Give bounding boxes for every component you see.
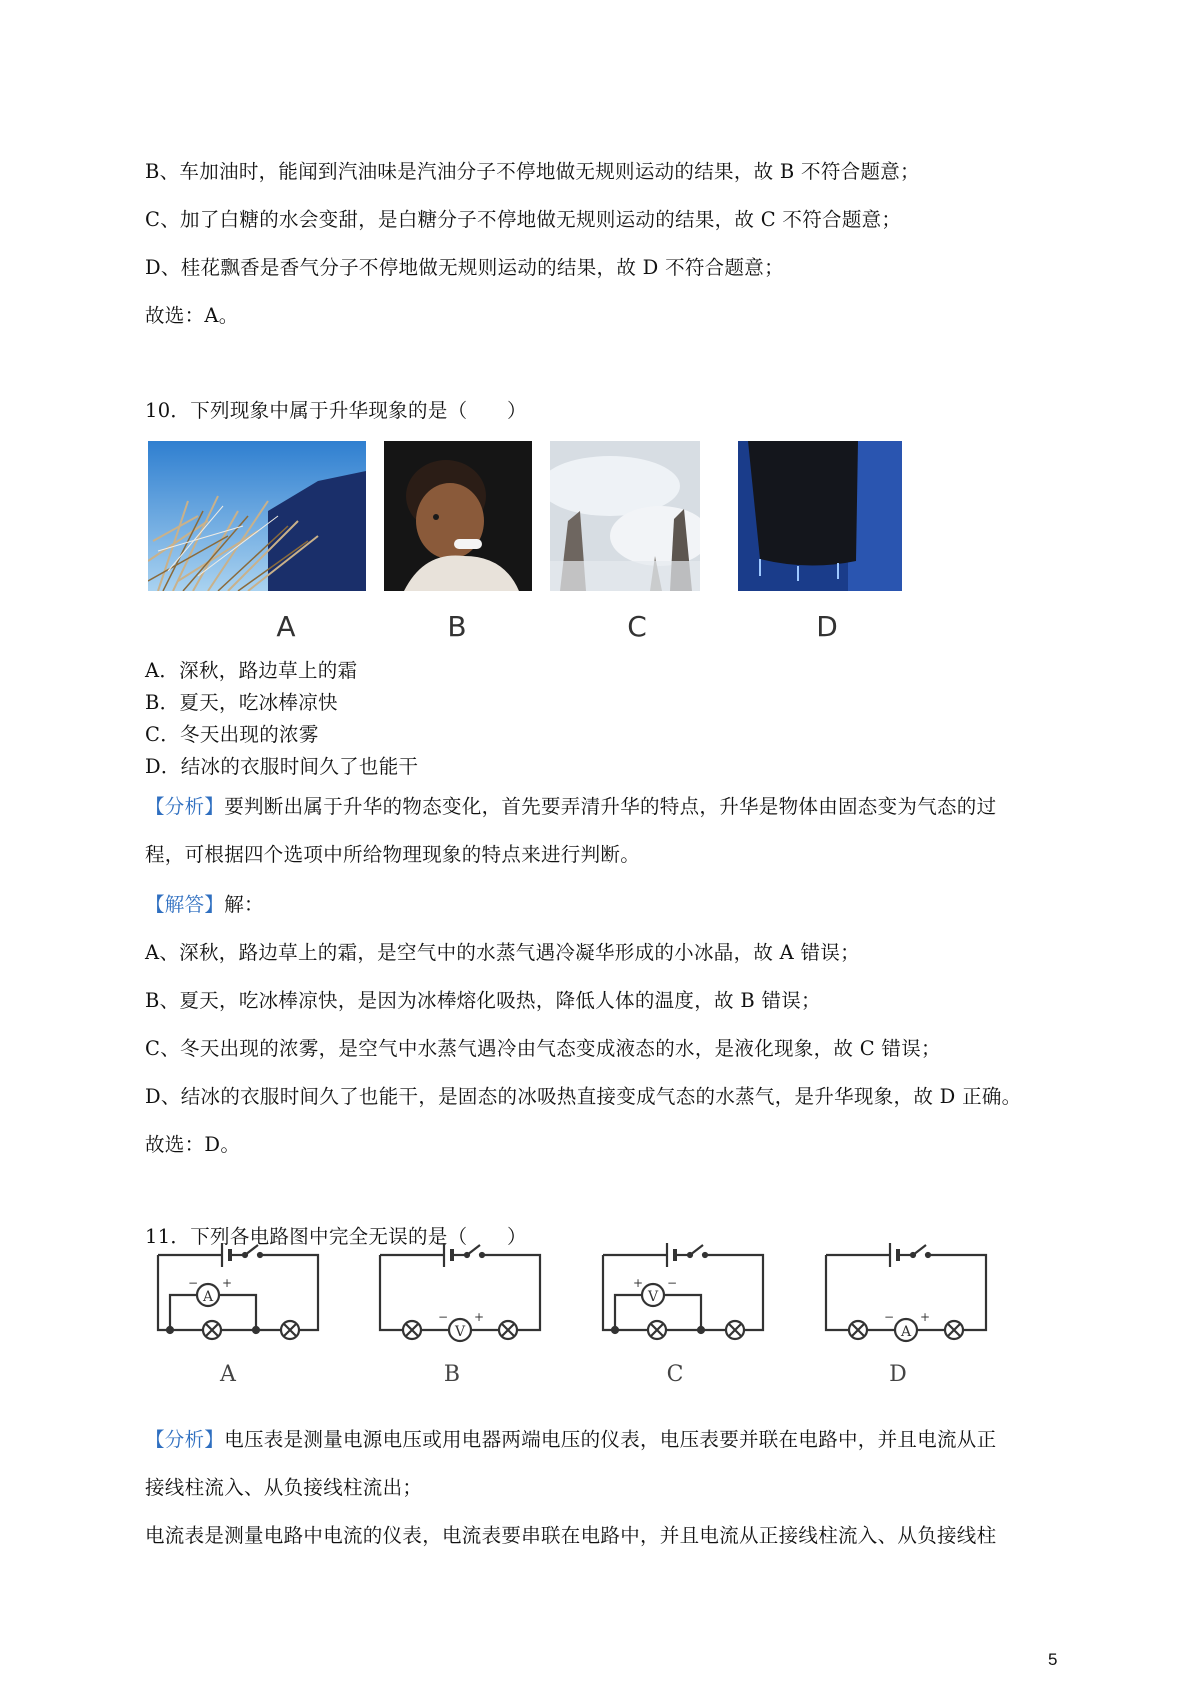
- prev-solution-c: C、加了白糖的水会变甜，是白糖分子不停地做无规则运动的结果，故 C 不符合题意；: [145, 208, 902, 231]
- q11-analysis-line-1: [145, 1424, 996, 1452]
- q10-image-label-a: A: [276, 610, 296, 643]
- q11-circuit-label-a: A: [220, 1362, 236, 1387]
- q11-circuit-label-c: C: [666, 1362, 684, 1387]
- solution-intro: 解：: [224, 893, 264, 916]
- q10-solution-b: B、夏天，吃冰棒凉快，是因为冰棒熔化吸热，降低人体的温度，故 B 错误；: [145, 989, 821, 1012]
- q11-stem: 11．下列各电路图中完全无误的是（ ）: [145, 1225, 527, 1248]
- q11-circuit-label-b: B: [443, 1362, 461, 1387]
- q10-photo-b-child-popsicle: [384, 441, 532, 591]
- q10-analysis-line-2: 程，可根据四个选项中所给物理现象的特点来进行判断。: [145, 843, 641, 866]
- q10-solution-heading: [145, 889, 264, 917]
- q11-circuit-c: [595, 1235, 775, 1349]
- q10-option-a: A．深秋，路边草上的霜: [145, 659, 358, 682]
- q10-solution-d: D、结冰的衣服时间久了也能干，是固态的冰吸热直接变成气态的水蒸气，是升华现象，故 D 正确。: [145, 1085, 1022, 1108]
- prev-solution-b: B、车加油时，能闻到汽油味是汽油分子不停地做无规则运动的结果，故 B 不符合题意；: [145, 160, 920, 183]
- q10-stem: 10．下列现象中属于升华现象的是（ ）: [145, 399, 527, 422]
- q10-analysis-line-1: [145, 791, 996, 819]
- q10-photo-d-frozen-clothes: [738, 441, 902, 591]
- q10-solution-a: A、深秋，路边草上的霜，是空气中的水蒸气遇冷凝华形成的小冰晶，故 A 错误；: [145, 941, 860, 964]
- svg-text:+: +: [222, 1276, 233, 1290]
- analysis-tag: 【分析】: [145, 1428, 225, 1451]
- q10-image-label-b: B: [447, 610, 467, 643]
- q10-option-d: D．结冰的衣服时间久了也能干: [145, 755, 419, 778]
- q11-circuit-b: [372, 1235, 552, 1349]
- svg-text:+: +: [474, 1310, 485, 1324]
- q10-option-b: B．夏天，吃冰棒凉快: [145, 691, 338, 714]
- svg-text:−: −: [438, 1310, 449, 1324]
- svg-text:−: −: [188, 1276, 199, 1290]
- q10-solution-c: C、冬天出现的浓雾，是空气中水蒸气遇冷由气态变成液态的水，是液化现象，故 C 错误；: [145, 1037, 941, 1060]
- voltmeter-label: V: [647, 1289, 659, 1305]
- svg-text:−: −: [667, 1276, 678, 1290]
- q10-option-c: C．冬天出现的浓雾: [145, 723, 319, 746]
- q10-photo-c-fog-mountains: [550, 441, 700, 591]
- q10-image-label-c: C: [627, 610, 647, 643]
- q11-circuit-a: [150, 1235, 330, 1349]
- analysis-text: 要判断出属于升华的物态变化，首先要弄清升华的特点，升华是物体由固态变为气态的过: [224, 795, 997, 818]
- q11-analysis-line-3: 电流表是测量电路中电流的仪表，电流表要串联在电路中，并且电流从正接线柱流入、从负接线柱: [145, 1524, 997, 1547]
- ammeter-label: A: [202, 1289, 214, 1305]
- q10-photo-a-frost-grass: [148, 441, 366, 591]
- voltmeter-label: V: [454, 1324, 466, 1340]
- prev-solution-d: D、桂花飘香是香气分子不停地做无规则运动的结果，故 D 不符合题意；: [145, 256, 784, 279]
- q11-circuit-label-d: D: [889, 1362, 907, 1387]
- analysis-text: 电压表是测量电源电压或用电器两端电压的仪表，电压表要并联在电路中，并且电流从正: [224, 1428, 997, 1451]
- svg-text:−: −: [884, 1310, 895, 1324]
- svg-text:+: +: [920, 1310, 931, 1324]
- solution-tag: 【解答】: [145, 893, 225, 916]
- ammeter-label: A: [900, 1324, 912, 1340]
- page-number: 5: [1048, 1650, 1058, 1669]
- prev-answer: 故选：A。: [145, 304, 239, 327]
- q10-answer: 故选：D。: [145, 1133, 241, 1156]
- q11-circuit-d: [818, 1235, 998, 1349]
- svg-text:+: +: [633, 1276, 644, 1290]
- q11-analysis-line-2: 接线柱流入、从负接线柱流出；: [145, 1476, 423, 1499]
- q10-image-label-d: D: [816, 610, 838, 643]
- analysis-tag: 【分析】: [145, 795, 225, 818]
